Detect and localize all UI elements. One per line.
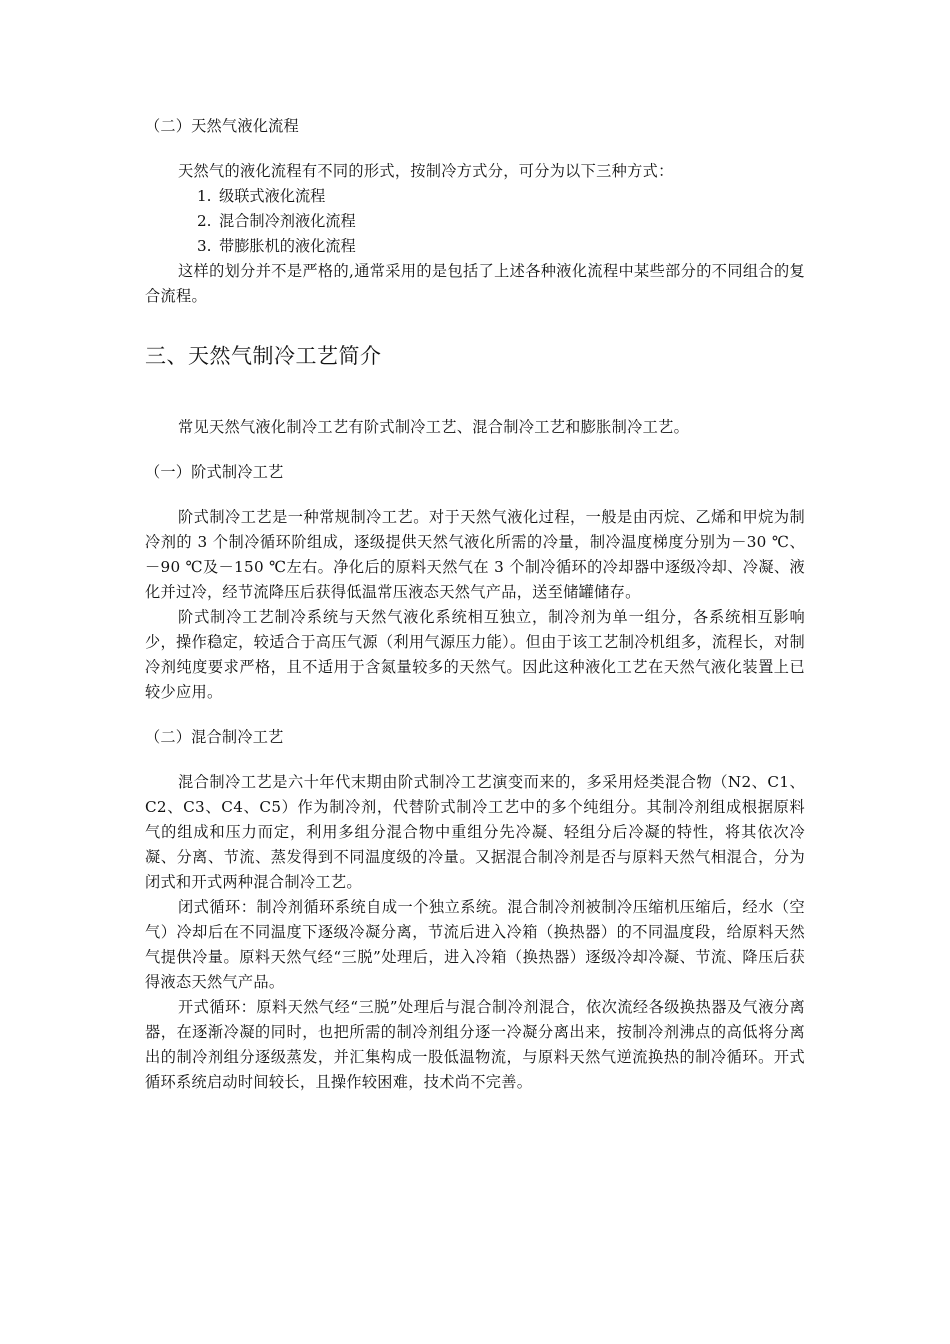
paragraph-mixed-1: 混合制冷工艺是六十年代末期由阶式制冷工艺演变而来的，多采用烃类混合物（N2、C1、C2、C3、C4、C5）作为制冷剂，代替阶式制冷工艺中的多个纯组分。其制冷剂组成根据原料气的组成和压力而定，利用多组分混合物中重组分先冷凝、轻组分后冷凝的特性，将其依次冷凝、分离、节流、蒸发得到不同温度级的冷量。又据混合制冷剂是否与原料天然气相混合，分为闭式和开式两种混合制冷工艺。 xyxy=(145,773,805,891)
heading-cascade-refrigeration: （一）阶式制冷工艺 xyxy=(145,463,284,481)
document-body xyxy=(145,114,805,1095)
paragraph-liquefaction-intro: 天然气的液化流程有不同的形式，按制冷方式分，可分为以下三种方式： xyxy=(178,162,674,180)
paragraph-liquefaction-closing: 这样的划分并不是严格的,通常采用的是包括了上述各种液化流程中某些部分的不同组合的复合流程。 xyxy=(145,262,805,305)
heading-section-three: 三、天然气制冷工艺简介 xyxy=(145,344,382,368)
spacer xyxy=(145,139,805,159)
spacer xyxy=(145,440,805,460)
heading-mixed-refrigeration: （二）混合制冷工艺 xyxy=(145,728,284,746)
list-item-number: 1. xyxy=(197,187,212,205)
paragraph-cascade-1: 阶式制冷工艺是一种常规制冷工艺。对于天然气液化过程，一般是由丙烷、乙烯和甲烷为制冷剂的 3 个制冷循环阶组成，逐级提供天然气液化所需的冷量，制冷温度梯度分别为－30 ℃、－90 ℃及－150 ℃左右。净化后的原料天然气在 3 个制冷循环的冷却器中逐级冷却、冷凝、液化并过冷，经节流降压后获得低温常压液态天然气产品，送至储罐储存。 xyxy=(145,508,805,601)
list-item xyxy=(145,184,805,209)
list-item xyxy=(145,209,805,234)
spacer xyxy=(145,309,805,341)
paragraph-cascade-2: 阶式制冷工艺制冷系统与天然气液化系统相互独立，制冷剂为单一组分，各系统相互影响少，操作稳定，较适合于高压气源（利用气源压力能）。但由于该工艺制冷机组多，流程长，对制冷剂纯度要求严格，且不适用于含氮量较多的天然气。因此这种液化工艺在天然气液化装置上已较少应用。 xyxy=(145,608,805,701)
liquefaction-methods-list xyxy=(145,184,805,259)
spacer xyxy=(145,705,805,725)
heading-lng-liquefaction-process: （二）天然气液化流程 xyxy=(145,117,299,135)
list-item xyxy=(145,234,805,259)
list-item-text: 带膨胀机的液化流程 xyxy=(219,237,356,255)
list-item-number: 3. xyxy=(197,237,212,255)
list-item-text: 混合制冷剂液化流程 xyxy=(219,212,356,230)
list-item-number: 2. xyxy=(197,212,212,230)
paragraph-refrigeration-intro: 常见天然气液化制冷工艺有阶式制冷工艺、混合制冷工艺和膨胀制冷工艺。 xyxy=(178,418,690,436)
paragraph-open-cycle: 开式循环：原料天然气经“三脱”处理后与混合制冷剂混合，依次流经各级换热器及气液分离器，在逐渐冷凝的同时，也把所需的制冷剂组分逐一冷凝分离出来，按制冷剂沸点的高低将分离出的制冷剂组分逐级蒸发，并汇集构成一股低温物流，与原料天然气逆流换热的制冷循环。开式循环系统启动时间较长，且操作较困难，技术尚不完善。 xyxy=(145,998,805,1091)
spacer xyxy=(145,750,805,770)
spacer xyxy=(145,371,805,415)
spacer xyxy=(145,485,805,505)
paragraph-closed-cycle: 闭式循环：制冷剂循环系统自成一个独立系统。混合制冷剂被制冷压缩机压缩后，经水（空气）冷却后在不同温度下逐级冷凝分离，节流后进入冷箱（换热器）的不同温度段，给原料天然气提供冷量。原料天然气经“三脱”处理后，进入冷箱（换热器）逐级冷却冷凝、节流、降压后获得液态天然气产品。 xyxy=(145,898,805,991)
list-item-text: 级联式液化流程 xyxy=(219,187,326,205)
